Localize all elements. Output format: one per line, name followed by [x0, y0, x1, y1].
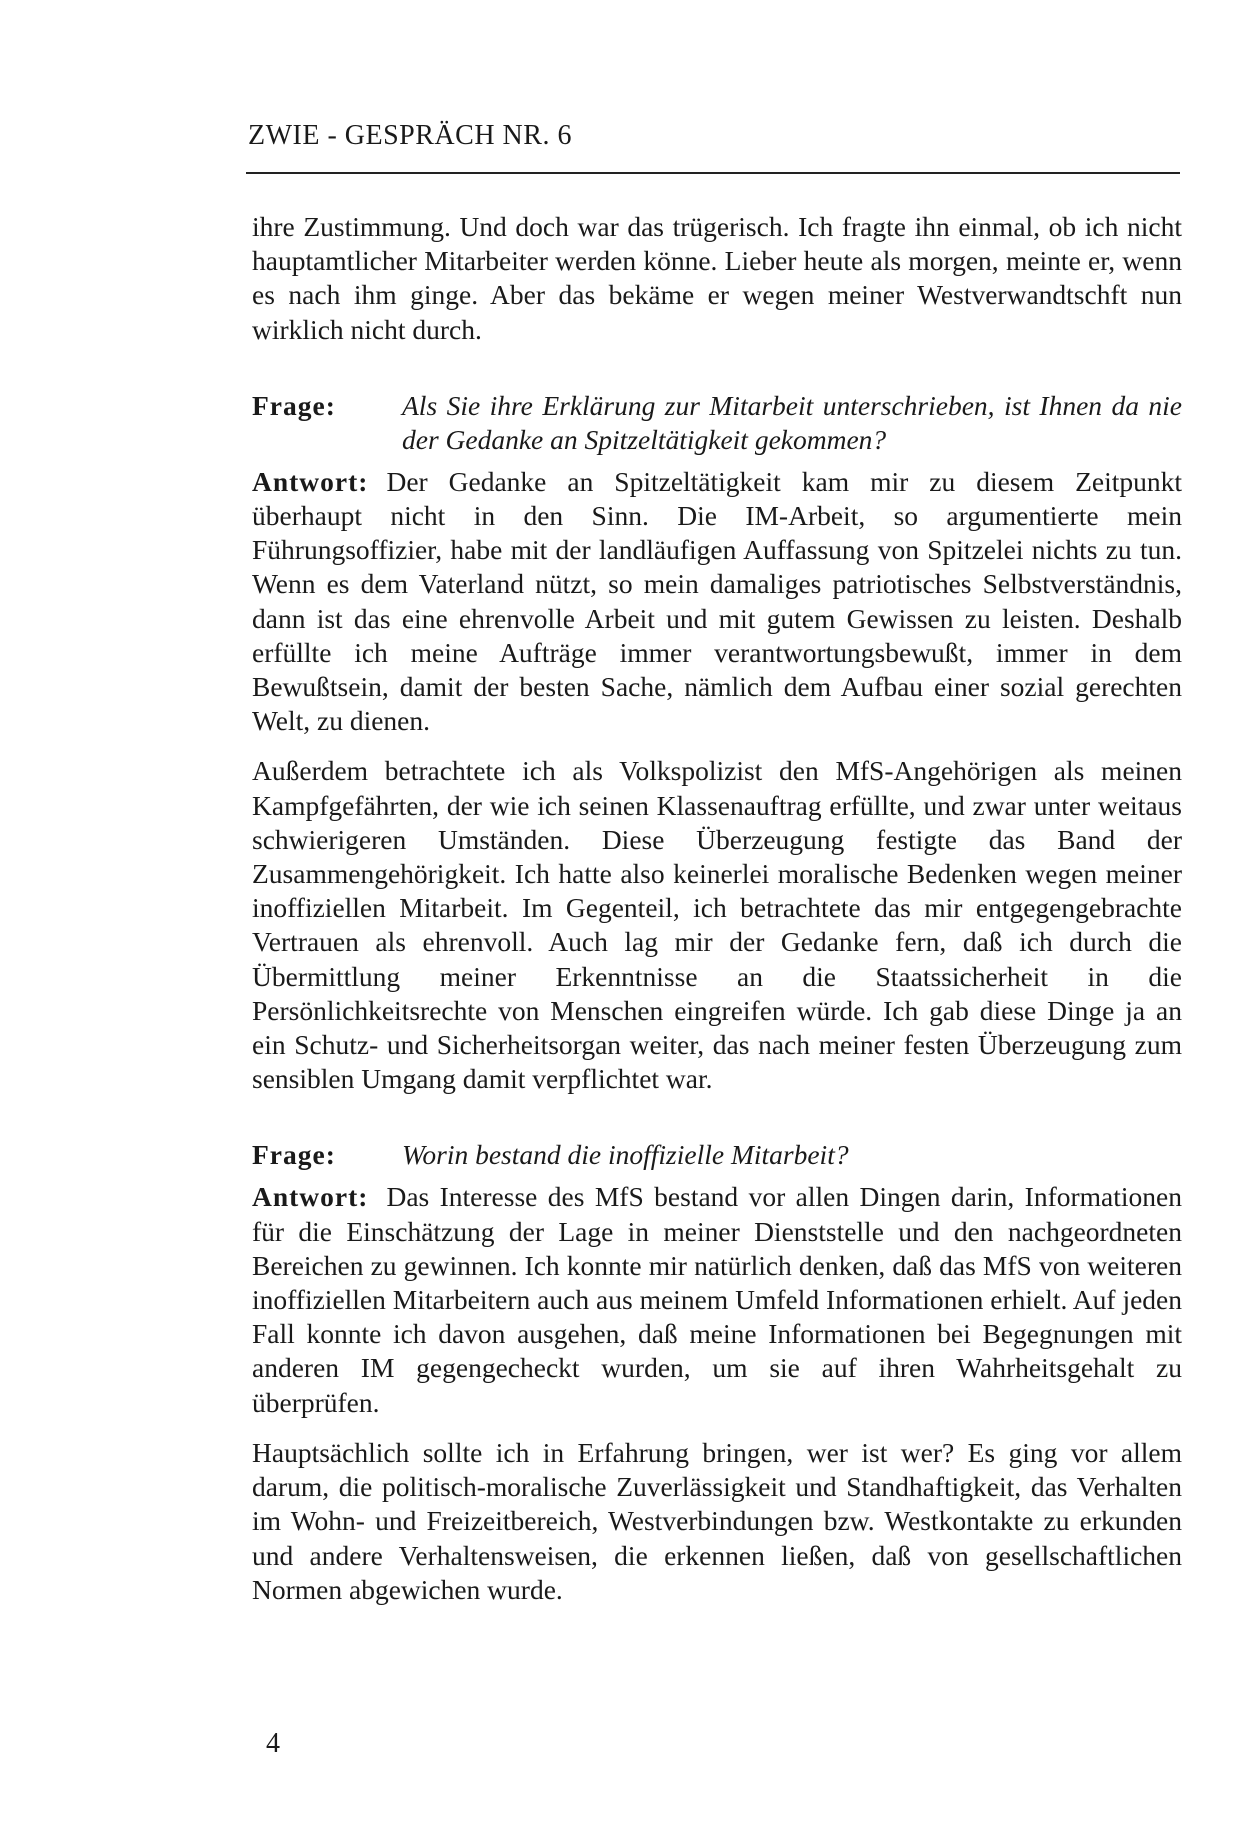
question-label: Frage:: [252, 389, 336, 421]
question-2: [252, 1138, 1182, 1172]
answer-text: Das Interesse des MfS bestand vor allen Dingen darin, Informationen für die Einschätzung der Lage in meiner Dienststelle und den nachgeordneten Bereichen zu gewinnen. Ich konnte mir natürlich denken, daß das MfS von weiteren inoffiziellen Mitarbeitern auch aus meinem Umfeld Informationen erhielt. Auf jeden Fall konnte ich davon ausgehen, daß meine Informationen bei Begegnungen mit anderen IM gegengecheckt wurden, um sie auf ihren Wahrheitsgehalt zu überprüfen.: [252, 1181, 1182, 1418]
question-text: Als Sie ihre Erklärung zur Mitarbeit unterschrieben, ist Ihnen da nie der Gedanke an Spitzeltätigkeit gekommen?: [402, 389, 1182, 455]
answer-1: [252, 465, 1182, 739]
question-label: Frage:: [252, 1139, 336, 1171]
answer-2: [252, 1180, 1182, 1419]
answer-label: Antwort:: [252, 1181, 369, 1213]
question-text: Worin bestand die inoffizielle Mitarbeit?: [402, 1139, 849, 1171]
header-rule: [246, 172, 1180, 174]
page-number: 4: [266, 1728, 280, 1759]
intro-paragraph: ihre Zustimmung. Und doch war das trügerisch. Ich fragte ihn einmal, ob ich nicht hauptamtlicher Mitarbeiter werden könne. Lieber heute als morgen, meinte er, wenn es nach ihm ginge. Aber das bekäme er wegen meiner Westverwandtschft nun wirklich nicht durch.: [252, 211, 1182, 345]
answer-2-continuation: Hauptsächlich sollte ich in Erfahrung bringen, wer ist wer? Es ging vor allem darum, die politisch-moralische Zuverlässigkeit und Standhaftigkeit, das Verhalten im Wohn- und Freizeitbereich, Westverbindungen bzw. Westkontakte zu erkunden und andere Verhaltensweisen, die erkennen ließen, daß von gesellschaftlichen Normen abgewichen wurde.: [252, 1436, 1182, 1605]
answer-label: Antwort:: [252, 465, 369, 497]
answer-text: Der Gedanke an Spitzeltätigkeit kam mir zu diesem Zeitpunkt überhaupt nicht in den Sinn. Die IM-Arbeit, so argumentierte mein Führungsoffizier, habe mit der landläufigen Auffassung von Spitzelei nichts zu tun. Wenn es dem Vaterland nützt, so mein damaliges patriotisches Selbstverständnis, dann ist das eine ehrenvolle Arbeit und mit gutem Gewissen zu leisten. Deshalb erfüllte ich meine Aufträge immer verantwortungsbewußt, immer in dem Bewußtsein, damit der besten Sache, nämlich dem Aufbau einer sozial gerechten Welt, zu dienen.: [252, 465, 1182, 737]
question-1: [252, 389, 1182, 457]
answer-1-continuation: Außerdem betrachtete ich als Volkspolizist den MfS-Angehörigen als meinen Kampfgefährten, der wie ich seinen Klassenauftrag erfüllte, und zwar unter weitaus schwierigeren Umständen. Diese Überzeugung festigte das Band der Zusammengehörigkeit. Ich hatte also keinerlei moralische Bedenken wegen meiner inoffiziellen Mitarbeit. Im Gegenteil, ich betrachtete das mir entgegengebrachte Vertrauen als ehrenvoll. Auch lag mir der Gedanke fern, daß ich durch die Übermittlung meiner Erkenntnisse an die Staatssicherheit in die Persönlichkeitsrechte von Menschen eingreifen würde. Ich gab diese Dinge ja an ein Schutz- und Sicherheitsorgan weiter, das nach meiner festen Überzeugung zum sensiblen Umgang damit verpflichtet war.: [252, 755, 1182, 1095]
running-header: ZWIE - GESPRÄCH NR. 6: [248, 120, 572, 151]
page-body: [252, 210, 1182, 1607]
